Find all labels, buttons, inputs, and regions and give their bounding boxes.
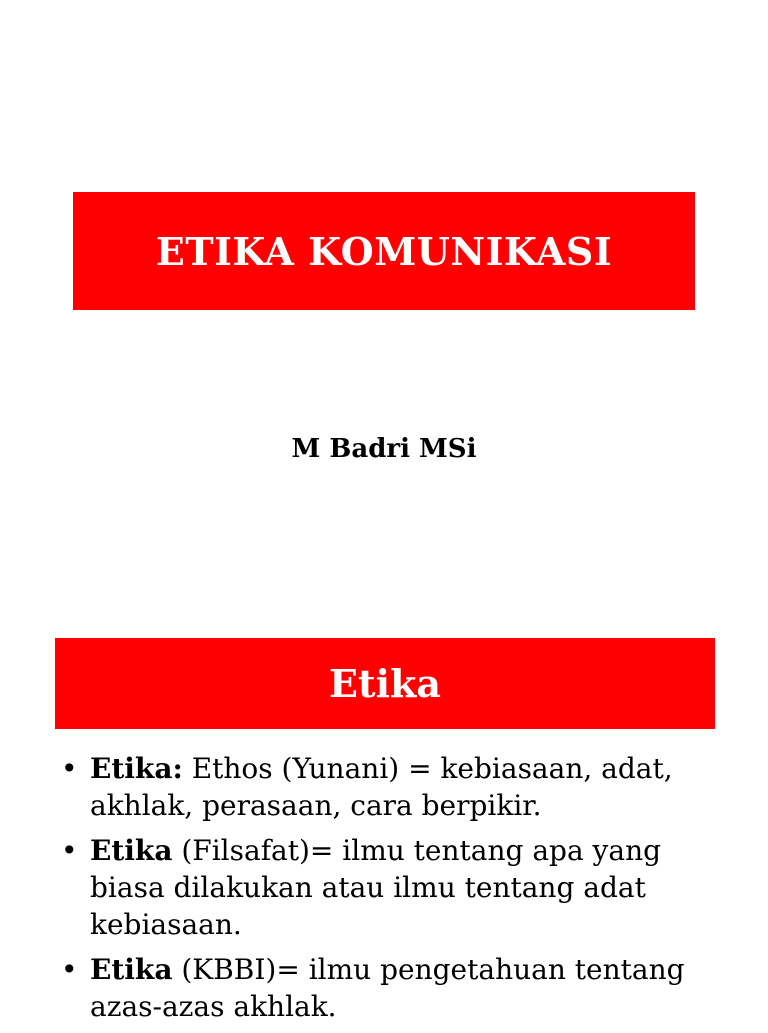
bullet-icon: • — [61, 752, 78, 785]
section-heading-banner — [55, 638, 715, 729]
list-item — [55, 750, 715, 824]
slide-title: ETIKA KOMUNIKASI — [155, 228, 613, 274]
definition-term: Etika: — [90, 752, 183, 785]
definition-term: Etika — [90, 953, 173, 986]
title-banner — [73, 192, 695, 310]
definition-term: Etika — [90, 834, 173, 867]
section-heading: Etika — [329, 661, 441, 706]
definition-text: Ethos (Yunani) = kebiasaan, adat, akhlak, perasaan, cara berpikir. — [90, 752, 673, 822]
bullet-icon: • — [61, 953, 78, 986]
list-item — [55, 951, 715, 1025]
definition-text: (KBBI)= ilmu pengetahuan tentang azas-azas akhlak. — [90, 953, 685, 1023]
bullet-icon: • — [61, 834, 78, 867]
list-item — [55, 832, 715, 943]
definition-list — [55, 750, 715, 1033]
author-name: M Badri MSi — [291, 434, 477, 464]
definition-text: (Filsafat)= ilmu tentang apa yang biasa dilakukan atau ilmu tentang adat kebiasaan. — [90, 834, 662, 941]
